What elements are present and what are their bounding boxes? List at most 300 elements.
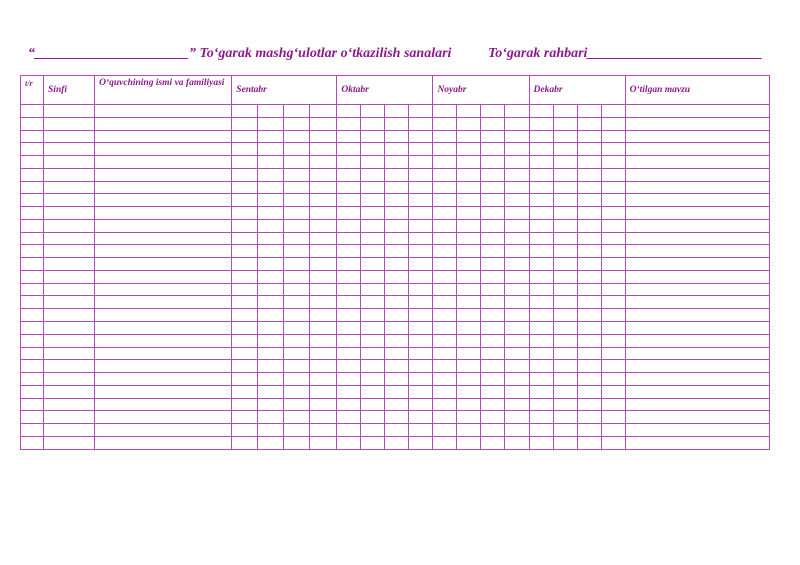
- table-cell[interactable]: [505, 105, 529, 118]
- table-cell[interactable]: [601, 130, 625, 143]
- table-cell[interactable]: [232, 334, 258, 347]
- table-cell[interactable]: [409, 322, 433, 335]
- table-cell[interactable]: [95, 117, 232, 130]
- table-cell[interactable]: [481, 194, 505, 207]
- table-cell[interactable]: [310, 219, 337, 232]
- table-cell[interactable]: [433, 232, 457, 245]
- table-cell[interactable]: [258, 117, 284, 130]
- table-cell[interactable]: [553, 105, 577, 118]
- table-cell[interactable]: [481, 168, 505, 181]
- table-cell[interactable]: [232, 168, 258, 181]
- table-cell[interactable]: [258, 130, 284, 143]
- table-cell[interactable]: [337, 194, 361, 207]
- table-cell[interactable]: [337, 232, 361, 245]
- table-cell[interactable]: [385, 232, 409, 245]
- table-cell[interactable]: [529, 130, 553, 143]
- table-cell[interactable]: [258, 232, 284, 245]
- table-cell[interactable]: [284, 181, 310, 194]
- table-cell[interactable]: [284, 232, 310, 245]
- table-cell[interactable]: [625, 309, 769, 322]
- table-cell[interactable]: [529, 347, 553, 360]
- table-cell[interactable]: [21, 219, 44, 232]
- table-cell[interactable]: [44, 411, 95, 424]
- table-cell[interactable]: [385, 398, 409, 411]
- table-cell[interactable]: [21, 373, 44, 386]
- table-cell[interactable]: [601, 360, 625, 373]
- table-cell[interactable]: [337, 219, 361, 232]
- table-cell[interactable]: [232, 347, 258, 360]
- table-cell[interactable]: [409, 424, 433, 437]
- table-cell[interactable]: [625, 117, 769, 130]
- table-cell[interactable]: [337, 309, 361, 322]
- table-cell[interactable]: [481, 436, 505, 449]
- table-cell[interactable]: [457, 143, 481, 156]
- table-cell[interactable]: [21, 245, 44, 258]
- table-cell[interactable]: [258, 347, 284, 360]
- table-cell[interactable]: [505, 334, 529, 347]
- table-cell[interactable]: [505, 373, 529, 386]
- table-cell[interactable]: [529, 398, 553, 411]
- table-cell[interactable]: [361, 219, 385, 232]
- table-cell[interactable]: [577, 219, 601, 232]
- table-cell[interactable]: [361, 207, 385, 220]
- table-cell[interactable]: [44, 258, 95, 271]
- table-cell[interactable]: [577, 296, 601, 309]
- table-cell[interactable]: [433, 168, 457, 181]
- table-cell[interactable]: [232, 360, 258, 373]
- table-cell[interactable]: [601, 322, 625, 335]
- table-cell[interactable]: [625, 219, 769, 232]
- table-cell[interactable]: [625, 105, 769, 118]
- table-cell[interactable]: [21, 398, 44, 411]
- table-cell[interactable]: [505, 347, 529, 360]
- table-cell[interactable]: [337, 245, 361, 258]
- table-cell[interactable]: [553, 232, 577, 245]
- table-cell[interactable]: [409, 296, 433, 309]
- table-cell[interactable]: [457, 360, 481, 373]
- table-cell[interactable]: [529, 207, 553, 220]
- table-cell[interactable]: [577, 245, 601, 258]
- table-cell[interactable]: [577, 347, 601, 360]
- table-cell[interactable]: [21, 360, 44, 373]
- table-cell[interactable]: [361, 168, 385, 181]
- table-cell[interactable]: [529, 143, 553, 156]
- table-cell[interactable]: [385, 436, 409, 449]
- table-cell[interactable]: [409, 245, 433, 258]
- table-cell[interactable]: [361, 296, 385, 309]
- table-cell[interactable]: [457, 373, 481, 386]
- table-cell[interactable]: [385, 130, 409, 143]
- table-cell[interactable]: [284, 245, 310, 258]
- table-cell[interactable]: [553, 373, 577, 386]
- table-cell[interactable]: [601, 245, 625, 258]
- table-cell[interactable]: [310, 296, 337, 309]
- table-cell[interactable]: [232, 232, 258, 245]
- table-cell[interactable]: [232, 309, 258, 322]
- table-cell[interactable]: [601, 398, 625, 411]
- table-cell[interactable]: [44, 156, 95, 169]
- table-cell[interactable]: [481, 322, 505, 335]
- table-cell[interactable]: [337, 322, 361, 335]
- table-cell[interactable]: [385, 270, 409, 283]
- table-cell[interactable]: [361, 398, 385, 411]
- table-cell[interactable]: [44, 207, 95, 220]
- table-cell[interactable]: [232, 373, 258, 386]
- table-cell[interactable]: [505, 219, 529, 232]
- table-cell[interactable]: [577, 117, 601, 130]
- table-cell[interactable]: [361, 270, 385, 283]
- table-cell[interactable]: [601, 156, 625, 169]
- table-cell[interactable]: [21, 309, 44, 322]
- table-cell[interactable]: [601, 296, 625, 309]
- table-cell[interactable]: [21, 334, 44, 347]
- table-cell[interactable]: [44, 181, 95, 194]
- table-cell[interactable]: [529, 105, 553, 118]
- table-cell[interactable]: [601, 411, 625, 424]
- table-cell[interactable]: [310, 334, 337, 347]
- table-cell[interactable]: [385, 296, 409, 309]
- table-cell[interactable]: [258, 309, 284, 322]
- table-cell[interactable]: [95, 245, 232, 258]
- table-cell[interactable]: [529, 334, 553, 347]
- table-cell[interactable]: [529, 117, 553, 130]
- table-cell[interactable]: [95, 296, 232, 309]
- table-cell[interactable]: [433, 143, 457, 156]
- table-cell[interactable]: [625, 436, 769, 449]
- table-cell[interactable]: [625, 334, 769, 347]
- table-cell[interactable]: [258, 168, 284, 181]
- table-cell[interactable]: [232, 219, 258, 232]
- table-cell[interactable]: [577, 258, 601, 271]
- table-cell[interactable]: [409, 117, 433, 130]
- table-cell[interactable]: [529, 436, 553, 449]
- table-cell[interactable]: [481, 105, 505, 118]
- table-cell[interactable]: [553, 194, 577, 207]
- table-cell[interactable]: [529, 219, 553, 232]
- table-cell[interactable]: [481, 283, 505, 296]
- table-cell[interactable]: [433, 296, 457, 309]
- table-cell[interactable]: [625, 168, 769, 181]
- table-cell[interactable]: [258, 156, 284, 169]
- table-cell[interactable]: [433, 283, 457, 296]
- table-cell[interactable]: [409, 258, 433, 271]
- table-cell[interactable]: [481, 270, 505, 283]
- table-cell[interactable]: [553, 130, 577, 143]
- table-cell[interactable]: [529, 168, 553, 181]
- table-cell[interactable]: [601, 207, 625, 220]
- table-cell[interactable]: [553, 424, 577, 437]
- table-cell[interactable]: [553, 219, 577, 232]
- table-cell[interactable]: [95, 194, 232, 207]
- table-cell[interactable]: [337, 398, 361, 411]
- table-cell[interactable]: [385, 117, 409, 130]
- table-cell[interactable]: [625, 232, 769, 245]
- table-cell[interactable]: [625, 258, 769, 271]
- table-cell[interactable]: [361, 258, 385, 271]
- table-cell[interactable]: [284, 436, 310, 449]
- table-cell[interactable]: [337, 411, 361, 424]
- table-cell[interactable]: [44, 347, 95, 360]
- table-cell[interactable]: [95, 283, 232, 296]
- table-cell[interactable]: [577, 334, 601, 347]
- table-cell[interactable]: [284, 309, 310, 322]
- table-cell[interactable]: [284, 117, 310, 130]
- table-cell[interactable]: [232, 117, 258, 130]
- table-cell[interactable]: [258, 398, 284, 411]
- table-cell[interactable]: [457, 168, 481, 181]
- table-cell[interactable]: [284, 143, 310, 156]
- table-cell[interactable]: [553, 245, 577, 258]
- table-cell[interactable]: [505, 258, 529, 271]
- table-cell[interactable]: [409, 309, 433, 322]
- table-cell[interactable]: [44, 245, 95, 258]
- table-cell[interactable]: [433, 245, 457, 258]
- table-cell[interactable]: [310, 207, 337, 220]
- table-cell[interactable]: [481, 258, 505, 271]
- table-cell[interactable]: [433, 411, 457, 424]
- table-cell[interactable]: [481, 424, 505, 437]
- table-cell[interactable]: [232, 436, 258, 449]
- table-cell[interactable]: [577, 207, 601, 220]
- table-cell[interactable]: [258, 143, 284, 156]
- table-cell[interactable]: [409, 105, 433, 118]
- table-cell[interactable]: [457, 130, 481, 143]
- table-cell[interactable]: [553, 322, 577, 335]
- table-cell[interactable]: [44, 360, 95, 373]
- table-cell[interactable]: [44, 232, 95, 245]
- table-cell[interactable]: [457, 245, 481, 258]
- table-cell[interactable]: [457, 411, 481, 424]
- table-cell[interactable]: [409, 181, 433, 194]
- table-cell[interactable]: [505, 143, 529, 156]
- table-cell[interactable]: [310, 181, 337, 194]
- table-cell[interactable]: [44, 270, 95, 283]
- table-cell[interactable]: [577, 130, 601, 143]
- table-cell[interactable]: [21, 194, 44, 207]
- table-cell[interactable]: [361, 130, 385, 143]
- table-cell[interactable]: [284, 411, 310, 424]
- table-cell[interactable]: [232, 385, 258, 398]
- table-cell[interactable]: [232, 105, 258, 118]
- table-cell[interactable]: [310, 245, 337, 258]
- table-cell[interactable]: [409, 194, 433, 207]
- table-cell[interactable]: [553, 143, 577, 156]
- table-cell[interactable]: [409, 334, 433, 347]
- table-cell[interactable]: [258, 411, 284, 424]
- table-cell[interactable]: [44, 296, 95, 309]
- table-cell[interactable]: [505, 245, 529, 258]
- table-cell[interactable]: [385, 322, 409, 335]
- table-cell[interactable]: [433, 373, 457, 386]
- table-cell[interactable]: [385, 105, 409, 118]
- table-cell[interactable]: [21, 232, 44, 245]
- table-cell[interactable]: [457, 309, 481, 322]
- table-cell[interactable]: [553, 296, 577, 309]
- table-cell[interactable]: [310, 105, 337, 118]
- table-cell[interactable]: [577, 411, 601, 424]
- table-cell[interactable]: [601, 373, 625, 386]
- table-cell[interactable]: [361, 181, 385, 194]
- table-cell[interactable]: [310, 143, 337, 156]
- table-cell[interactable]: [361, 156, 385, 169]
- table-cell[interactable]: [232, 130, 258, 143]
- table-cell[interactable]: [361, 373, 385, 386]
- table-cell[interactable]: [21, 168, 44, 181]
- table-cell[interactable]: [457, 270, 481, 283]
- table-cell[interactable]: [284, 105, 310, 118]
- table-cell[interactable]: [95, 385, 232, 398]
- table-cell[interactable]: [457, 398, 481, 411]
- table-cell[interactable]: [310, 270, 337, 283]
- table-cell[interactable]: [310, 232, 337, 245]
- table-cell[interactable]: [284, 194, 310, 207]
- table-cell[interactable]: [433, 436, 457, 449]
- table-cell[interactable]: [433, 130, 457, 143]
- table-cell[interactable]: [553, 117, 577, 130]
- table-cell[interactable]: [232, 411, 258, 424]
- table-cell[interactable]: [601, 270, 625, 283]
- table-cell[interactable]: [44, 219, 95, 232]
- table-cell[interactable]: [337, 283, 361, 296]
- table-cell[interactable]: [409, 360, 433, 373]
- table-cell[interactable]: [505, 168, 529, 181]
- table-cell[interactable]: [21, 270, 44, 283]
- table-cell[interactable]: [385, 156, 409, 169]
- table-cell[interactable]: [44, 130, 95, 143]
- table-cell[interactable]: [95, 322, 232, 335]
- table-cell[interactable]: [258, 334, 284, 347]
- table-cell[interactable]: [385, 207, 409, 220]
- table-cell[interactable]: [505, 424, 529, 437]
- table-cell[interactable]: [553, 181, 577, 194]
- table-cell[interactable]: [258, 436, 284, 449]
- table-cell[interactable]: [433, 270, 457, 283]
- table-cell[interactable]: [625, 296, 769, 309]
- table-cell[interactable]: [95, 424, 232, 437]
- table-cell[interactable]: [310, 156, 337, 169]
- table-cell[interactable]: [409, 411, 433, 424]
- table-cell[interactable]: [481, 334, 505, 347]
- table-cell[interactable]: [258, 181, 284, 194]
- table-cell[interactable]: [577, 436, 601, 449]
- table-cell[interactable]: [625, 398, 769, 411]
- table-cell[interactable]: [577, 398, 601, 411]
- table-cell[interactable]: [95, 207, 232, 220]
- table-cell[interactable]: [284, 283, 310, 296]
- table-cell[interactable]: [337, 373, 361, 386]
- table-cell[interactable]: [457, 117, 481, 130]
- table-cell[interactable]: [409, 436, 433, 449]
- table-cell[interactable]: [625, 322, 769, 335]
- table-cell[interactable]: [457, 385, 481, 398]
- table-cell[interactable]: [258, 424, 284, 437]
- table-cell[interactable]: [361, 424, 385, 437]
- table-cell[interactable]: [284, 334, 310, 347]
- table-cell[interactable]: [481, 309, 505, 322]
- table-cell[interactable]: [505, 181, 529, 194]
- table-cell[interactable]: [553, 360, 577, 373]
- table-cell[interactable]: [21, 347, 44, 360]
- table-cell[interactable]: [505, 360, 529, 373]
- table-cell[interactable]: [385, 181, 409, 194]
- table-cell[interactable]: [505, 283, 529, 296]
- table-cell[interactable]: [310, 117, 337, 130]
- table-cell[interactable]: [310, 168, 337, 181]
- table-cell[interactable]: [310, 385, 337, 398]
- table-cell[interactable]: [44, 105, 95, 118]
- table-cell[interactable]: [529, 385, 553, 398]
- table-cell[interactable]: [553, 168, 577, 181]
- table-cell[interactable]: [310, 194, 337, 207]
- table-cell[interactable]: [44, 373, 95, 386]
- table-cell[interactable]: [232, 156, 258, 169]
- table-cell[interactable]: [481, 117, 505, 130]
- table-cell[interactable]: [385, 283, 409, 296]
- table-cell[interactable]: [625, 411, 769, 424]
- table-cell[interactable]: [433, 309, 457, 322]
- table-cell[interactable]: [409, 219, 433, 232]
- table-cell[interactable]: [433, 385, 457, 398]
- table-cell[interactable]: [457, 424, 481, 437]
- table-cell[interactable]: [577, 181, 601, 194]
- table-cell[interactable]: [601, 385, 625, 398]
- table-cell[interactable]: [232, 245, 258, 258]
- table-cell[interactable]: [232, 194, 258, 207]
- table-cell[interactable]: [505, 156, 529, 169]
- table-cell[interactable]: [310, 436, 337, 449]
- table-cell[interactable]: [481, 245, 505, 258]
- table-cell[interactable]: [337, 334, 361, 347]
- table-cell[interactable]: [310, 398, 337, 411]
- table-cell[interactable]: [337, 347, 361, 360]
- table-cell[interactable]: [284, 373, 310, 386]
- table-cell[interactable]: [310, 130, 337, 143]
- table-cell[interactable]: [505, 411, 529, 424]
- table-cell[interactable]: [361, 283, 385, 296]
- table-cell[interactable]: [529, 245, 553, 258]
- table-cell[interactable]: [44, 143, 95, 156]
- table-cell[interactable]: [577, 424, 601, 437]
- table-cell[interactable]: [625, 207, 769, 220]
- table-cell[interactable]: [577, 168, 601, 181]
- table-cell[interactable]: [433, 181, 457, 194]
- table-cell[interactable]: [385, 360, 409, 373]
- table-cell[interactable]: [310, 424, 337, 437]
- table-cell[interactable]: [625, 143, 769, 156]
- table-cell[interactable]: [625, 130, 769, 143]
- table-cell[interactable]: [553, 270, 577, 283]
- table-cell[interactable]: [232, 322, 258, 335]
- table-cell[interactable]: [21, 181, 44, 194]
- table-cell[interactable]: [457, 283, 481, 296]
- table-cell[interactable]: [284, 296, 310, 309]
- table-cell[interactable]: [457, 181, 481, 194]
- table-cell[interactable]: [577, 373, 601, 386]
- table-cell[interactable]: [361, 245, 385, 258]
- table-cell[interactable]: [310, 322, 337, 335]
- table-cell[interactable]: [21, 436, 44, 449]
- table-cell[interactable]: [553, 398, 577, 411]
- table-cell[interactable]: [481, 385, 505, 398]
- table-cell[interactable]: [529, 296, 553, 309]
- table-cell[interactable]: [284, 168, 310, 181]
- table-cell[interactable]: [95, 156, 232, 169]
- table-cell[interactable]: [95, 347, 232, 360]
- table-cell[interactable]: [481, 232, 505, 245]
- table-cell[interactable]: [433, 194, 457, 207]
- table-cell[interactable]: [232, 143, 258, 156]
- table-cell[interactable]: [258, 296, 284, 309]
